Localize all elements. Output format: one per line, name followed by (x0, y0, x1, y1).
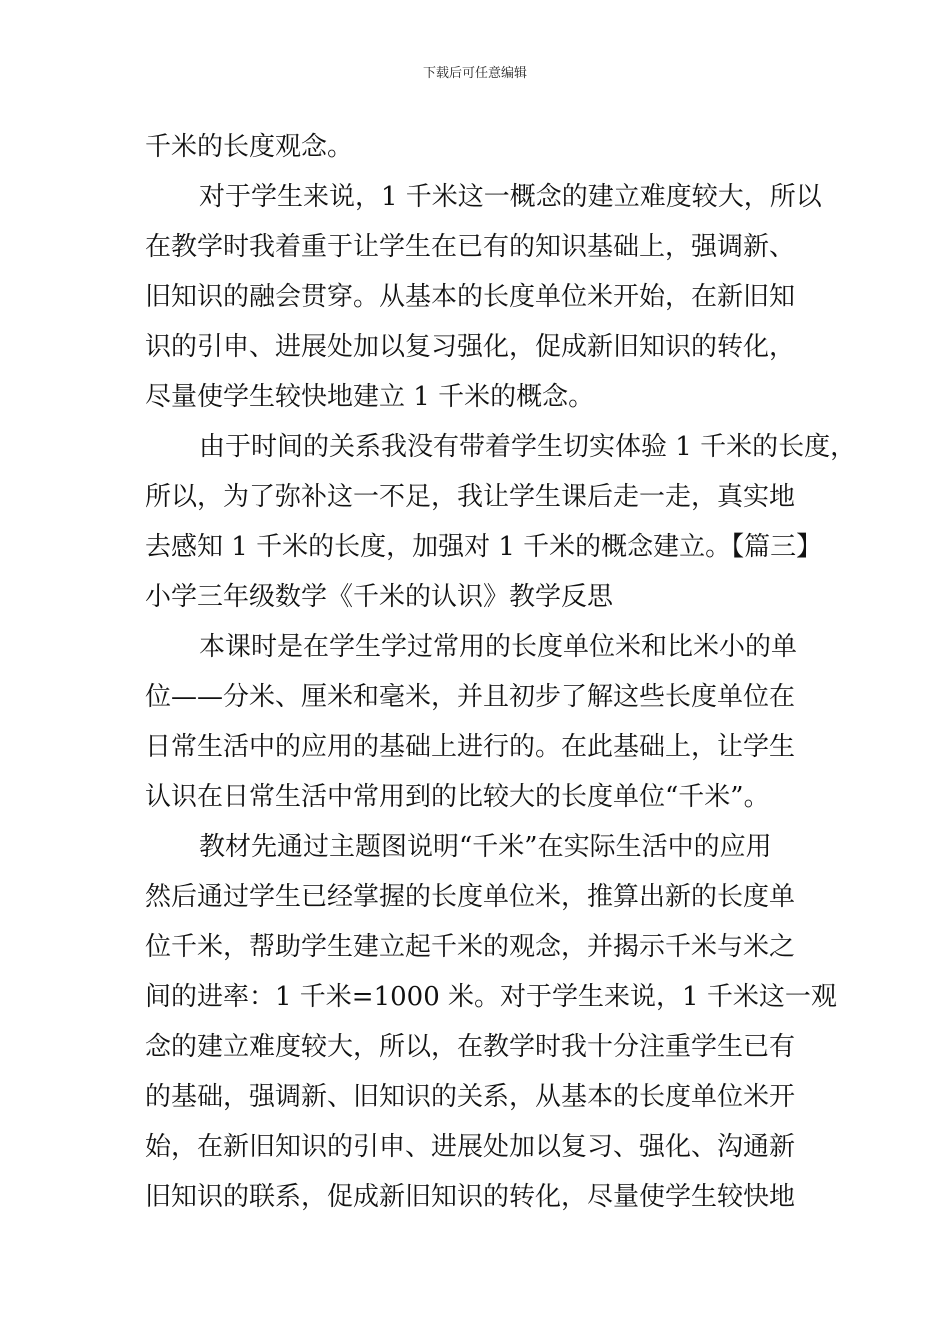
text-line: 旧知识的融会贯穿。从基本的长度单位米开始，在新旧知 (145, 282, 796, 312)
document-body (145, 122, 857, 1222)
text-line: 然后通过学生已经掌握的长度单位米，推算出新的长度单 (145, 882, 796, 912)
text-line: 念的建立难度较大，所以，在教学时我十分注重学生已有 (145, 1032, 796, 1062)
text-line: 千米的长度观念。 (145, 132, 354, 162)
text-line: 位——分米、厘米和毫米，并且初步了解这些长度单位在 (145, 682, 796, 712)
page-header: 下载后可任意编辑 (422, 66, 527, 81)
paragraph-first-line: 对于学生来说，1 千米这一概念的建立难度较大，所以 (199, 182, 822, 212)
text-line: 在教学时我着重于让学生在已有的知识基础上，强调新、 (145, 232, 796, 262)
text-line: 间的进率：1 千米=1000 米。对于学生来说，1 千米这一观 (145, 982, 837, 1012)
text-line: 始，在新旧知识的引申、进展处加以复习、强化、沟通新 (145, 1132, 796, 1162)
text-line: 去感知 1 千米的长度，加强对 1 千米的概念建立。【篇三】 (145, 532, 823, 562)
section-title: 小学三年级数学《千米的认识》教学反思 (145, 582, 614, 612)
paragraph-first-line: 教材先通过主题图说明“千米”在实际生活中的应用 (199, 832, 772, 862)
paragraph-first-line: 由于时间的关系我没有带着学生切实体验 1 千米的长度， (199, 432, 857, 462)
text-line: 所以，为了弥补这一不足，我让学生课后走一走，真实地 (145, 482, 796, 512)
text-line: 识的引申、进展处加以复习强化，促成新旧知识的转化， (145, 332, 796, 362)
text-line: 尽量使学生较快地建立 1 千米的概念。 (145, 382, 595, 412)
text-line: 位千米，帮助学生建立起千米的观念，并揭示千米与米之 (145, 932, 796, 962)
paragraph-first-line: 本课时是在学生学过常用的长度单位米和比米小的单 (199, 632, 798, 662)
text-line: 的基础，强调新、旧知识的关系，从基本的长度单位米开 (145, 1082, 796, 1112)
text-line: 日常生活中的应用的基础上进行的。在此基础上，让学生 (145, 732, 796, 762)
text-line: 认识在日常生活中常用到的比较大的长度单位“千米”。 (145, 782, 770, 812)
text-line: 旧知识的联系，促成新旧知识的转化，尽量使学生较快地 (145, 1182, 796, 1212)
